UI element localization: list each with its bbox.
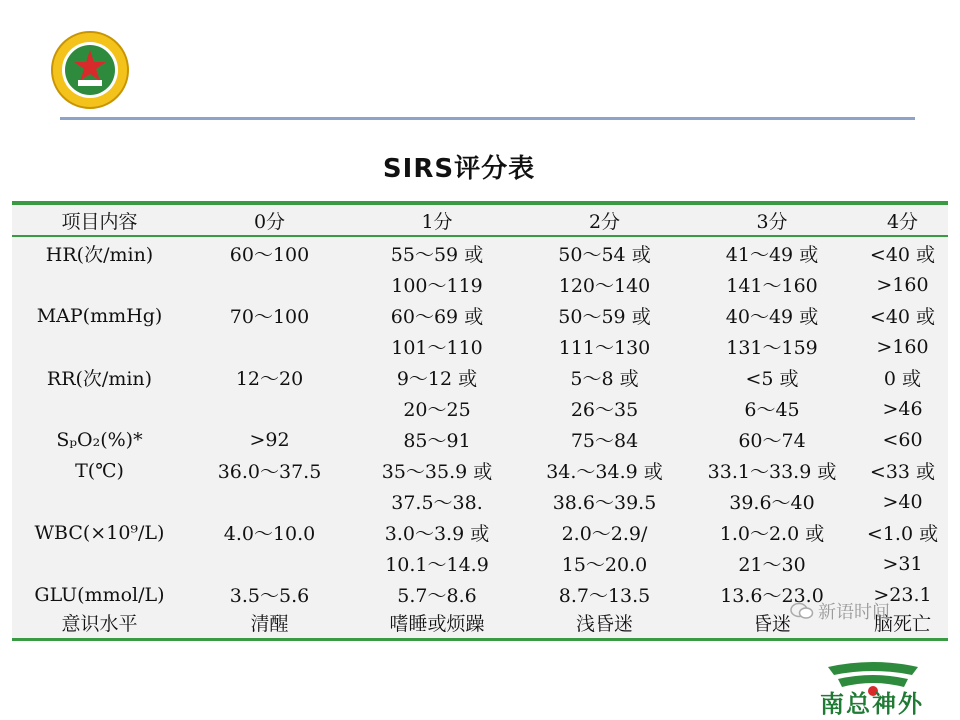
table-cell: 0 或 <box>883 368 922 390</box>
table-cell: 1.0～2.0 或 <box>719 523 825 545</box>
table-cell: 100～119 <box>391 275 483 297</box>
table-cell: 101～110 <box>391 337 483 359</box>
table-cell: 33.1～33.9 或 <box>707 461 837 483</box>
table-cell: 70～100 <box>229 306 310 328</box>
table-cell: 清醒 <box>250 613 289 635</box>
header-cell: 3分 <box>756 211 788 233</box>
table-cell: 3.0～3.9 或 <box>384 523 490 545</box>
table-row <box>12 517 948 548</box>
table-cell: 4.0～10.0 <box>223 523 316 545</box>
chat-bubble-icon <box>790 601 814 621</box>
watermark-text: 新语时间 <box>818 602 890 623</box>
table-cell: 34.～34.9 或 <box>546 461 663 483</box>
table-cell: 9～12 或 <box>396 368 478 390</box>
table-cell: 15～20.0 <box>561 554 648 576</box>
table-cell: 41～49 或 <box>725 244 819 266</box>
table-cell: 浅昏迷 <box>575 613 633 635</box>
table-cell: 8.7～13.5 <box>558 585 651 607</box>
table-cell: >92 <box>249 428 290 451</box>
table-cell: 20～25 <box>403 399 471 421</box>
table-row <box>12 486 948 517</box>
table-cell: 5.7～8.6 <box>397 585 477 607</box>
table-cell: HR(次/min) <box>45 244 154 266</box>
table-cell: 36.0～37.5 <box>217 461 322 483</box>
page-title: SIRS评分表 <box>382 154 536 184</box>
header-cell: 0分 <box>253 211 286 233</box>
header-cell: 1分 <box>421 211 453 233</box>
table-cell: 60～100 <box>229 244 310 266</box>
table-cell: 39.6～40 <box>729 492 815 514</box>
table-cell: >160 <box>876 273 929 296</box>
table-cell: <40 或 <box>869 306 936 328</box>
table-cell: 2.0～2.9/ <box>561 523 648 545</box>
table-cell: >23.1 <box>873 583 932 606</box>
table-row <box>12 548 948 579</box>
table-cell: >31 <box>882 552 923 575</box>
table-cell: <40 或 <box>869 244 936 266</box>
table-cell: 60～69 或 <box>390 306 484 328</box>
table-cell: 5～8 或 <box>570 368 639 390</box>
table-row <box>12 331 948 362</box>
table-cell: 50～54 或 <box>558 244 651 266</box>
hospital-emblem-logo <box>50 30 130 110</box>
table-cell: 131～159 <box>726 337 818 359</box>
table-cell: 120～140 <box>558 275 651 297</box>
table-cell: 60～74 <box>738 430 806 452</box>
table-cell: <33 或 <box>869 461 936 483</box>
table-cell: 38.6～39.5 <box>552 492 657 514</box>
table-cell: 50～59 或 <box>558 306 651 328</box>
table-row <box>12 424 948 455</box>
table-cell: 嗜睡或烦躁 <box>389 613 485 635</box>
header-cell: 项目内容 <box>61 211 138 233</box>
table-cell: >46 <box>882 397 923 420</box>
table-row <box>12 362 948 393</box>
table-header-row <box>12 205 948 236</box>
table-cell: 21～30 <box>738 554 806 576</box>
table-cell: 55～59 或 <box>390 244 484 266</box>
table-cell: 85～91 <box>403 430 471 452</box>
table-cell: 75～84 <box>570 430 639 452</box>
table-row <box>12 393 948 424</box>
table-cell: 昏迷 <box>752 613 791 635</box>
table-cell: 6～45 <box>744 399 800 421</box>
table-row <box>12 455 948 486</box>
header-divider <box>60 117 915 120</box>
table-bottom-rule <box>12 638 948 641</box>
table-cell: RR(次/min) <box>46 368 153 390</box>
table-cell: 141～160 <box>726 275 818 297</box>
table-cell: MAP(mmHg) <box>36 304 163 327</box>
table-cell: 111～130 <box>558 337 651 359</box>
table-cell: GLU(mmol/L) <box>34 583 165 606</box>
table-cell: 3.5～5.6 <box>229 585 310 607</box>
table-cell: <1.0 或 <box>866 523 939 545</box>
table-cell: WBC(×10⁹/L) <box>34 521 165 544</box>
brand-name: 南总神外 <box>820 690 924 718</box>
table-cell: 意识水平 <box>61 613 138 635</box>
header-cell: 4分 <box>886 211 919 233</box>
table-cell: 35～35.9 或 <box>381 461 493 483</box>
table-cell: 26～35 <box>570 399 639 421</box>
table-cell: 10.1～14.9 <box>385 554 489 576</box>
table-cell: <60 <box>882 428 923 451</box>
table-cell: 37.5～38. <box>391 492 483 514</box>
table-row <box>12 238 948 269</box>
table-cell: <5 或 <box>745 368 799 390</box>
table-cell: >40 <box>882 490 923 513</box>
table-cell: >160 <box>876 335 929 358</box>
watermark <box>790 598 890 624</box>
header-cell: 2分 <box>588 211 621 233</box>
table-cell: 40～49 或 <box>725 306 819 328</box>
table-cell: 脑死亡 <box>873 613 931 635</box>
table-cell: SₚO₂(%)* <box>56 428 143 451</box>
table-cell: 13.6～23.0 <box>720 585 824 607</box>
table-row <box>12 269 948 300</box>
table-cell: T(℃) <box>75 459 124 482</box>
table-cell: 12～20 <box>235 368 304 390</box>
table-row <box>12 300 948 331</box>
